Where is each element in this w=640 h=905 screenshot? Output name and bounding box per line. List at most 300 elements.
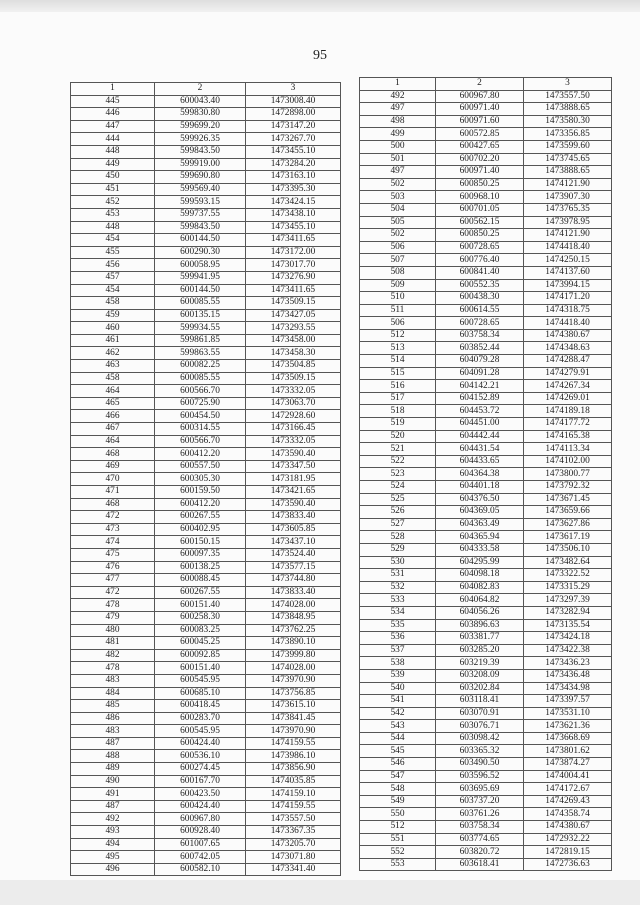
x-coordinate: 600138.25 — [155, 561, 246, 574]
y-coordinate: 1473397.57 — [524, 695, 612, 708]
y-coordinate: 1473322.52 — [524, 569, 612, 582]
x-coordinate: 600742.05 — [155, 851, 246, 864]
point-number: 513 — [360, 342, 436, 355]
point-number: 534 — [360, 606, 436, 619]
x-coordinate: 600701.05 — [436, 203, 524, 216]
table-row — [71, 95, 341, 108]
x-coordinate: 600290.30 — [155, 246, 246, 259]
y-coordinate: 1474113.34 — [524, 443, 612, 456]
table-row — [71, 611, 341, 624]
point-number: 482 — [71, 649, 155, 662]
point-number: 468 — [71, 448, 155, 461]
point-number: 497 — [360, 166, 436, 179]
table-row — [71, 826, 341, 839]
table-row — [360, 745, 612, 758]
x-coordinate: 600841.40 — [436, 266, 524, 279]
y-coordinate: 1474159.55 — [246, 800, 341, 813]
point-number: 504 — [360, 203, 436, 216]
point-number: 495 — [71, 851, 155, 864]
point-number: 489 — [71, 763, 155, 776]
y-coordinate: 1472928.60 — [246, 410, 341, 423]
point-number: 486 — [71, 712, 155, 725]
y-coordinate: 1473458.00 — [246, 334, 341, 347]
y-coordinate: 1474279.91 — [524, 367, 612, 380]
table-row — [360, 569, 612, 582]
table-row — [360, 203, 612, 216]
table-row — [360, 367, 612, 380]
point-number: 469 — [71, 460, 155, 473]
y-coordinate: 1473792.32 — [524, 481, 612, 494]
y-coordinate: 1474159.10 — [246, 788, 341, 801]
x-coordinate: 600274.45 — [155, 763, 246, 776]
x-coordinate: 600552.35 — [436, 279, 524, 292]
x-coordinate: 600412.20 — [155, 448, 246, 461]
table-row — [71, 649, 341, 662]
y-coordinate: 1473756.85 — [246, 687, 341, 700]
point-number: 487 — [71, 737, 155, 750]
x-coordinate: 604433.65 — [436, 455, 524, 468]
y-coordinate: 1473617.19 — [524, 531, 612, 544]
x-coordinate: 600971.60 — [436, 115, 524, 128]
point-number: 480 — [71, 624, 155, 637]
point-number: 459 — [71, 309, 155, 322]
point-number: 479 — [71, 611, 155, 624]
x-coordinate: 604333.58 — [436, 543, 524, 556]
x-coordinate: 599843.50 — [155, 221, 246, 234]
table-row — [360, 355, 612, 368]
y-coordinate: 1473999.80 — [246, 649, 341, 662]
x-coordinate: 604056.26 — [436, 606, 524, 619]
point-number: 505 — [360, 216, 436, 229]
y-coordinate: 1474418.40 — [524, 241, 612, 254]
y-coordinate: 1473599.60 — [524, 140, 612, 153]
point-number: 544 — [360, 732, 436, 745]
point-number: 552 — [360, 846, 436, 859]
table-row — [360, 153, 612, 166]
table-row — [360, 178, 612, 191]
y-coordinate: 1473347.50 — [246, 460, 341, 473]
table-row — [71, 586, 341, 599]
y-coordinate: 1473907.30 — [524, 191, 612, 204]
table-row — [71, 712, 341, 725]
point-number: 512 — [360, 821, 436, 834]
x-coordinate: 600971.40 — [436, 103, 524, 116]
y-coordinate: 1473181.95 — [246, 473, 341, 486]
y-coordinate: 1473745.65 — [524, 153, 612, 166]
y-coordinate: 1473332.05 — [246, 385, 341, 398]
table-row — [71, 700, 341, 713]
point-number: 503 — [360, 191, 436, 204]
point-number: 541 — [360, 695, 436, 708]
x-coordinate: 600702.20 — [436, 153, 524, 166]
column-header: 2 — [155, 83, 246, 96]
point-number: 472 — [71, 511, 155, 524]
table-row — [360, 103, 612, 116]
y-coordinate: 1473888.65 — [524, 166, 612, 179]
table-row — [71, 221, 341, 234]
point-number: 521 — [360, 443, 436, 456]
x-coordinate: 599569.40 — [155, 183, 246, 196]
y-coordinate: 1473422.38 — [524, 644, 612, 657]
point-number: 458 — [71, 372, 155, 385]
point-number: 477 — [71, 574, 155, 587]
table-row — [71, 158, 341, 171]
point-number: 456 — [71, 259, 155, 272]
x-coordinate: 600968.10 — [436, 191, 524, 204]
table-row — [360, 140, 612, 153]
table-row — [71, 523, 341, 536]
table-row — [71, 863, 341, 876]
y-coordinate: 1473436.48 — [524, 669, 612, 682]
point-number: 483 — [71, 725, 155, 738]
y-coordinate: 1473267.70 — [246, 133, 341, 146]
x-coordinate: 599843.50 — [155, 145, 246, 158]
point-number: 499 — [360, 128, 436, 141]
x-coordinate: 600967.80 — [155, 813, 246, 826]
y-coordinate: 1473284.20 — [246, 158, 341, 171]
x-coordinate: 599941.95 — [155, 271, 246, 284]
table-row — [71, 674, 341, 687]
table-row — [360, 657, 612, 670]
x-coordinate: 604079.28 — [436, 355, 524, 368]
table-row — [71, 486, 341, 499]
table-row — [71, 423, 341, 436]
point-number: 532 — [360, 581, 436, 594]
y-coordinate: 1472819.15 — [524, 846, 612, 859]
x-coordinate: 600725.90 — [155, 397, 246, 410]
point-number: 538 — [360, 657, 436, 670]
table-row — [360, 166, 612, 179]
point-number: 533 — [360, 594, 436, 607]
table-row — [71, 750, 341, 763]
table-row — [360, 329, 612, 342]
table-row — [71, 687, 341, 700]
point-number: 525 — [360, 493, 436, 506]
point-number: 543 — [360, 720, 436, 733]
table-row — [71, 435, 341, 448]
x-coordinate: 600305.30 — [155, 473, 246, 486]
y-coordinate: 1473063.70 — [246, 397, 341, 410]
table-row — [71, 498, 341, 511]
y-coordinate: 1473833.40 — [246, 586, 341, 599]
point-number: 506 — [360, 241, 436, 254]
point-number: 451 — [71, 183, 155, 196]
point-number: 458 — [71, 297, 155, 310]
x-coordinate: 603076.71 — [436, 720, 524, 733]
table-row — [360, 241, 612, 254]
point-number: 519 — [360, 418, 436, 431]
table-row — [71, 196, 341, 209]
point-number: 455 — [71, 246, 155, 259]
point-number: 494 — [71, 838, 155, 851]
x-coordinate: 600085.55 — [155, 297, 246, 310]
point-number: 520 — [360, 430, 436, 443]
table-row — [71, 851, 341, 864]
x-coordinate: 600151.40 — [155, 662, 246, 675]
x-coordinate: 604431.54 — [436, 443, 524, 456]
y-coordinate: 1474004.41 — [524, 770, 612, 783]
y-coordinate: 1473557.50 — [524, 90, 612, 103]
x-coordinate: 599934.55 — [155, 322, 246, 335]
y-coordinate: 1473531.10 — [524, 707, 612, 720]
table-row — [71, 637, 341, 650]
x-coordinate: 599737.55 — [155, 208, 246, 221]
x-coordinate: 600685.10 — [155, 687, 246, 700]
point-number: 461 — [71, 334, 155, 347]
coordinates-table-right — [359, 77, 612, 871]
x-coordinate: 600418.45 — [155, 700, 246, 713]
point-number: 467 — [71, 423, 155, 436]
page-number: 95 — [313, 48, 327, 63]
x-coordinate: 604082.83 — [436, 581, 524, 594]
y-coordinate: 1473801.62 — [524, 745, 612, 758]
x-coordinate: 603761.26 — [436, 808, 524, 821]
x-coordinate: 600043.40 — [155, 95, 246, 108]
point-number: 450 — [71, 171, 155, 184]
table-row — [360, 443, 612, 456]
point-number: 496 — [71, 863, 155, 876]
x-coordinate: 600058.95 — [155, 259, 246, 272]
point-number: 448 — [71, 221, 155, 234]
y-coordinate: 1473557.50 — [246, 813, 341, 826]
x-coordinate: 604453.72 — [436, 405, 524, 418]
table-row — [71, 561, 341, 574]
table-row — [360, 758, 612, 771]
table-row — [360, 392, 612, 405]
point-number: 522 — [360, 455, 436, 468]
point-number: 472 — [71, 586, 155, 599]
table-row — [71, 372, 341, 385]
point-number: 492 — [71, 813, 155, 826]
y-coordinate: 1473427.05 — [246, 309, 341, 322]
x-coordinate: 600085.55 — [155, 372, 246, 385]
x-coordinate: 604442.44 — [436, 430, 524, 443]
point-number: 447 — [71, 120, 155, 133]
table-row — [360, 229, 612, 242]
point-number: 537 — [360, 644, 436, 657]
table-row — [71, 725, 341, 738]
y-coordinate: 1473978.95 — [524, 216, 612, 229]
y-coordinate: 1474137.60 — [524, 266, 612, 279]
table-row — [360, 468, 612, 481]
x-coordinate: 599699.20 — [155, 120, 246, 133]
table-row — [360, 292, 612, 305]
x-coordinate: 600582.10 — [155, 863, 246, 876]
x-coordinate: 600267.55 — [155, 586, 246, 599]
x-coordinate: 600928.40 — [155, 826, 246, 839]
y-coordinate: 1473524.40 — [246, 548, 341, 561]
point-number: 464 — [71, 435, 155, 448]
point-number: 536 — [360, 632, 436, 645]
table-row — [360, 833, 612, 846]
point-number: 491 — [71, 788, 155, 801]
x-coordinate: 599830.80 — [155, 108, 246, 121]
x-coordinate: 604369.05 — [436, 506, 524, 519]
point-number: 508 — [360, 266, 436, 279]
table-row — [71, 385, 341, 398]
x-coordinate: 604401.18 — [436, 481, 524, 494]
point-number: 493 — [71, 826, 155, 839]
y-coordinate: 1473765.35 — [524, 203, 612, 216]
table-row — [360, 669, 612, 682]
point-number: 502 — [360, 178, 436, 191]
point-number: 445 — [71, 95, 155, 108]
table-row — [71, 624, 341, 637]
y-coordinate: 1473434.98 — [524, 682, 612, 695]
table-row — [360, 128, 612, 141]
y-coordinate: 1474121.90 — [524, 178, 612, 191]
y-coordinate: 1474269.43 — [524, 795, 612, 808]
x-coordinate: 600566.70 — [155, 435, 246, 448]
point-number: 478 — [71, 662, 155, 675]
x-coordinate: 604064.82 — [436, 594, 524, 607]
table-row — [360, 594, 612, 607]
table-row — [71, 473, 341, 486]
x-coordinate: 600423.50 — [155, 788, 246, 801]
y-coordinate: 1473282.94 — [524, 606, 612, 619]
point-number: 468 — [71, 498, 155, 511]
table-row — [360, 808, 612, 821]
x-coordinate: 599919.00 — [155, 158, 246, 171]
x-coordinate: 603365.32 — [436, 745, 524, 758]
point-number: 528 — [360, 531, 436, 544]
y-coordinate: 1473421.65 — [246, 486, 341, 499]
table-row — [71, 234, 341, 247]
y-coordinate: 1473671.45 — [524, 493, 612, 506]
table-row — [360, 405, 612, 418]
point-number: 444 — [71, 133, 155, 146]
x-coordinate: 603596.52 — [436, 770, 524, 783]
table-row — [71, 574, 341, 587]
y-coordinate: 1472736.63 — [524, 858, 612, 871]
y-coordinate: 1473008.40 — [246, 95, 341, 108]
point-number: 517 — [360, 392, 436, 405]
x-coordinate: 603098.42 — [436, 732, 524, 745]
y-coordinate: 1473668.69 — [524, 732, 612, 745]
x-coordinate: 599926.35 — [155, 133, 246, 146]
y-coordinate: 1473315.29 — [524, 581, 612, 594]
x-coordinate: 600967.80 — [436, 90, 524, 103]
point-number: 483 — [71, 674, 155, 687]
table-row — [360, 518, 612, 531]
y-coordinate: 1473436.23 — [524, 657, 612, 670]
table-row — [71, 133, 341, 146]
y-coordinate: 1473986.10 — [246, 750, 341, 763]
x-coordinate: 600438.30 — [436, 292, 524, 305]
y-coordinate: 1474189.18 — [524, 405, 612, 418]
y-coordinate: 1473458.30 — [246, 347, 341, 360]
table-row — [71, 737, 341, 750]
point-number: 516 — [360, 380, 436, 393]
table-row — [71, 284, 341, 297]
table-row — [360, 455, 612, 468]
point-number: 446 — [71, 108, 155, 121]
point-number: 465 — [71, 397, 155, 410]
point-number: 453 — [71, 208, 155, 221]
point-number: 542 — [360, 707, 436, 720]
y-coordinate: 1473455.10 — [246, 145, 341, 158]
point-number: 507 — [360, 254, 436, 267]
point-number: 530 — [360, 556, 436, 569]
point-number: 553 — [360, 858, 436, 871]
y-coordinate: 1474418.40 — [524, 317, 612, 330]
table-row — [360, 506, 612, 519]
table-row — [360, 317, 612, 330]
x-coordinate: 600728.65 — [436, 317, 524, 330]
y-coordinate: 1473411.65 — [246, 234, 341, 247]
point-number: 500 — [360, 140, 436, 153]
x-coordinate: 604365.94 — [436, 531, 524, 544]
y-coordinate: 1474380.67 — [524, 821, 612, 834]
point-number: 492 — [360, 90, 436, 103]
x-coordinate: 599593.15 — [155, 196, 246, 209]
x-coordinate: 604098.18 — [436, 569, 524, 582]
y-coordinate: 1473970.90 — [246, 725, 341, 738]
x-coordinate: 600082.25 — [155, 360, 246, 373]
x-coordinate: 600045.25 — [155, 637, 246, 650]
x-coordinate: 603758.34 — [436, 329, 524, 342]
table-row — [71, 360, 341, 373]
table-row — [360, 543, 612, 556]
point-number: 526 — [360, 506, 436, 519]
y-coordinate: 1474267.34 — [524, 380, 612, 393]
x-coordinate: 603381.77 — [436, 632, 524, 645]
table-row — [360, 493, 612, 506]
x-coordinate: 603490.50 — [436, 758, 524, 771]
column-header: 1 — [360, 78, 436, 91]
y-coordinate: 1473163.10 — [246, 171, 341, 184]
table-row — [360, 531, 612, 544]
point-number: 478 — [71, 599, 155, 612]
x-coordinate: 600562.15 — [436, 216, 524, 229]
y-coordinate: 1473856.90 — [246, 763, 341, 776]
table-row — [360, 632, 612, 645]
x-coordinate: 603618.41 — [436, 858, 524, 871]
table-row — [360, 707, 612, 720]
x-coordinate: 601007.65 — [155, 838, 246, 851]
x-coordinate: 600144.50 — [155, 234, 246, 247]
table-row — [71, 271, 341, 284]
x-coordinate: 600151.40 — [155, 599, 246, 612]
point-number: 475 — [71, 548, 155, 561]
point-number: 471 — [71, 486, 155, 499]
point-number: 545 — [360, 745, 436, 758]
x-coordinate: 603774.65 — [436, 833, 524, 846]
coordinates-table-left — [70, 82, 341, 876]
y-coordinate: 1473424.18 — [524, 632, 612, 645]
y-coordinate: 1473166.45 — [246, 423, 341, 436]
point-number: 514 — [360, 355, 436, 368]
y-coordinate: 1473888.65 — [524, 103, 612, 116]
point-number: 548 — [360, 783, 436, 796]
x-coordinate: 604142.21 — [436, 380, 524, 393]
table-row — [360, 342, 612, 355]
table-header-row — [360, 78, 612, 91]
point-number: 476 — [71, 561, 155, 574]
y-coordinate: 1474171.20 — [524, 292, 612, 305]
table-row — [71, 410, 341, 423]
point-number: 464 — [71, 385, 155, 398]
table-row — [71, 120, 341, 133]
y-coordinate: 1473332.05 — [246, 435, 341, 448]
table-row — [360, 556, 612, 569]
point-number: 549 — [360, 795, 436, 808]
x-coordinate: 599861.85 — [155, 334, 246, 347]
table-row — [71, 145, 341, 158]
table-row — [360, 619, 612, 632]
y-coordinate: 1473762.25 — [246, 624, 341, 637]
y-coordinate: 1474288.47 — [524, 355, 612, 368]
